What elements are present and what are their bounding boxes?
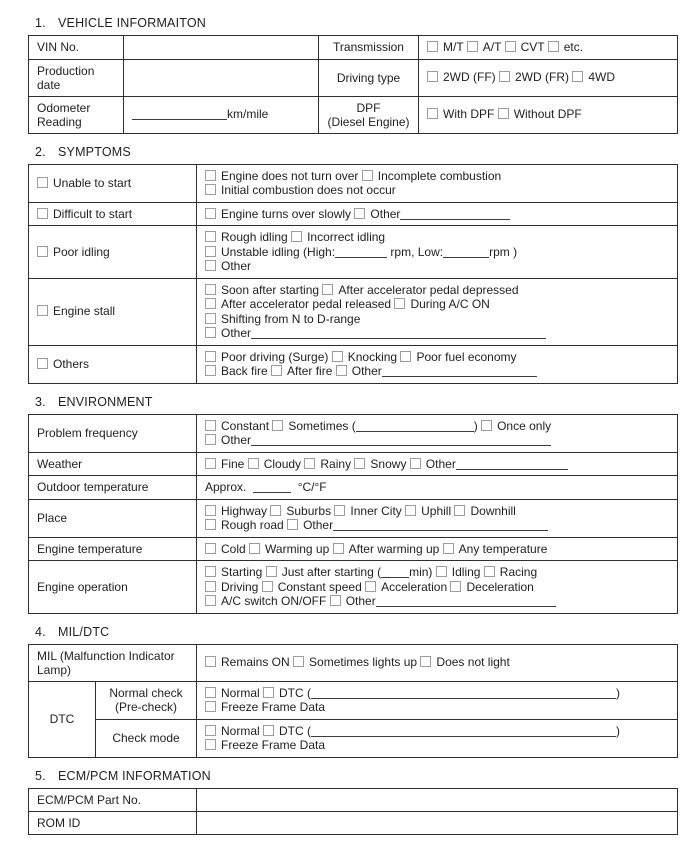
symptom-label-cell — [29, 164, 197, 202]
checkbox[interactable] — [205, 246, 216, 257]
ecm-part-no-label-cell: ECM/PCM Part No. — [29, 788, 197, 811]
static-text: rpm ) — [489, 244, 518, 259]
table-row — [29, 499, 678, 537]
table-row — [29, 452, 678, 476]
fill-in-area — [132, 107, 310, 122]
option-label: Cloudy — [263, 456, 302, 471]
option-line — [205, 738, 669, 753]
driving-type-label-cell: Driving type — [319, 59, 419, 96]
symptom-options-cell — [197, 226, 678, 279]
option-label: Once only — [497, 418, 552, 433]
option-label: Other — [345, 594, 376, 608]
option-label: DTC ( — [279, 723, 312, 738]
rom-id-label-cell: ROM ID — [29, 811, 197, 834]
checkbox[interactable] — [205, 313, 216, 324]
option-label: Rainy — [320, 456, 352, 471]
option-line — [205, 655, 669, 670]
option-label: CVT — [520, 40, 545, 54]
option-label: Any temperature — [458, 541, 548, 556]
checkbox[interactable] — [498, 108, 509, 119]
checkbox[interactable] — [263, 687, 274, 698]
checkbox[interactable] — [270, 505, 281, 516]
option-label: Starting — [221, 565, 263, 579]
fill-in-line[interactable] — [400, 219, 510, 220]
option-line — [205, 518, 669, 533]
checkbox[interactable] — [481, 420, 492, 431]
checkbox[interactable] — [205, 543, 216, 554]
table-row — [29, 561, 678, 614]
option-label: Other — [221, 326, 252, 340]
section-title-symptoms — [35, 145, 678, 159]
vin-label-cell: VIN No. — [29, 36, 124, 60]
option-line — [427, 107, 669, 122]
checkbox[interactable] — [205, 505, 216, 516]
checkbox[interactable] — [205, 170, 216, 181]
checkbox[interactable] — [499, 71, 510, 82]
environment-table — [28, 414, 678, 614]
environment-options-cell — [197, 561, 678, 614]
option-label: Highway — [221, 503, 268, 518]
option-label: Constant speed — [277, 579, 362, 594]
checkbox[interactable] — [394, 298, 405, 309]
symptom-checkbox-label — [37, 357, 188, 372]
odometer-label-cell: Odometer Reading — [29, 96, 124, 133]
option-label: Freeze Frame Data — [221, 700, 326, 714]
option-label: 2WD (FF) — [443, 70, 496, 85]
checkbox[interactable] — [427, 71, 438, 82]
option-label: 4WD — [588, 70, 616, 85]
checkbox[interactable] — [330, 595, 341, 606]
checkbox[interactable] — [271, 365, 282, 376]
dtc-normal-check-label-cell: Normal check (Pre-check) — [96, 681, 197, 719]
checkbox[interactable] — [205, 725, 216, 736]
static-text: ) — [473, 418, 478, 433]
option-line — [205, 504, 669, 519]
checkbox[interactable] — [205, 739, 216, 750]
transmission-options-cell — [419, 36, 678, 60]
environment-label-cell: Engine operation — [29, 561, 197, 614]
section-title-text: ECM/PCM INFORMATION — [58, 768, 211, 783]
table-row — [29, 476, 678, 500]
option-label: Inner City — [350, 503, 402, 518]
production-date-value-cell[interactable] — [124, 59, 319, 96]
option-line — [205, 580, 669, 595]
checkbox[interactable] — [37, 177, 48, 188]
fill-in-line[interactable] — [311, 736, 616, 737]
option-label: Snowy — [370, 456, 407, 471]
option-label: With DPF — [443, 107, 495, 122]
section-title-text: ENVIRONMENT — [58, 394, 153, 409]
table-row — [29, 644, 678, 681]
fill-in-line[interactable] — [251, 338, 546, 339]
option-label: Acceleration — [381, 579, 448, 594]
dpf-label-line1: DPF — [356, 100, 381, 115]
checkbox[interactable] — [205, 208, 216, 219]
environment-label-cell: Engine temperature — [29, 537, 197, 561]
checkbox[interactable] — [205, 184, 216, 195]
vin-value-cell[interactable] — [124, 36, 319, 60]
fill-in-line[interactable] — [132, 119, 227, 120]
checkbox[interactable] — [354, 458, 365, 469]
option-label: A/C switch ON/OFF — [221, 594, 327, 608]
option-line — [205, 565, 669, 580]
table-row — [29, 226, 678, 279]
section-title-environment — [35, 395, 678, 409]
option-line — [427, 40, 669, 55]
option-label: Cold — [221, 541, 246, 556]
checkbox[interactable] — [291, 231, 302, 242]
mil-label-cell: MIL (Malfunction Indicator Lamp) — [29, 644, 197, 681]
option-label: Just after starting ( — [281, 565, 382, 579]
option-label: M/T — [443, 40, 464, 54]
checkbox[interactable] — [322, 284, 333, 295]
option-label: Poor fuel economy — [416, 349, 517, 364]
option-label: Back fire — [221, 364, 268, 378]
symptom-checkbox-label — [37, 176, 188, 191]
checkbox[interactable] — [205, 260, 216, 271]
section-title-ecm-pcm — [35, 769, 678, 783]
dtc-label-cell: DTC — [29, 681, 96, 757]
fill-in-line[interactable] — [443, 257, 489, 258]
checkbox[interactable] — [205, 434, 216, 445]
fill-in-line[interactable] — [251, 445, 551, 446]
checkbox[interactable] — [454, 505, 465, 516]
checkbox[interactable] — [205, 284, 216, 295]
option-label: etc. — [563, 40, 584, 54]
environment-label-cell: Problem frequency — [29, 414, 197, 452]
rom-id-value-cell[interactable] — [197, 811, 678, 834]
option-label: Poor driving (Surge) — [221, 349, 329, 364]
option-line — [205, 457, 669, 472]
checkbox[interactable] — [304, 458, 315, 469]
dpf-label-line2: (Diesel Engine) — [327, 114, 410, 129]
option-label: Others — [53, 356, 90, 371]
option-label: Sometimes lights up — [309, 655, 418, 670]
checkbox[interactable] — [287, 519, 298, 530]
checkbox[interactable] — [365, 581, 376, 592]
option-line — [205, 283, 669, 298]
fill-in-line[interactable] — [376, 606, 556, 607]
option-label: After fire — [287, 364, 333, 378]
option-label: Other — [221, 433, 252, 447]
checkbox[interactable] — [400, 351, 411, 362]
option-label: Incorrect idling — [307, 230, 386, 244]
checkbox[interactable] — [410, 458, 421, 469]
option-line — [205, 183, 669, 198]
checkbox[interactable] — [427, 41, 438, 52]
checkbox[interactable] — [405, 505, 416, 516]
section-number: 3. — [35, 394, 46, 409]
symptom-options-cell — [197, 278, 678, 345]
environment-options-cell — [197, 499, 678, 537]
section-number: 5. — [35, 768, 46, 783]
checkbox[interactable] — [205, 687, 216, 698]
checkbox[interactable] — [354, 208, 365, 219]
table-row — [29, 681, 678, 719]
option-label: After accelerator pedal depressed — [338, 282, 519, 297]
option-label: Driving — [221, 579, 259, 594]
dtc-check-mode-options-cell — [197, 719, 678, 757]
symptom-options-cell — [197, 345, 678, 383]
table-row — [29, 537, 678, 561]
checkbox[interactable] — [333, 543, 344, 554]
checkbox[interactable] — [205, 701, 216, 712]
option-label: Does not light — [436, 655, 510, 670]
dpf-label-cell — [319, 96, 419, 133]
symptom-options-cell — [197, 164, 678, 202]
symptom-checkbox-label — [37, 245, 188, 260]
environment-options-cell — [197, 452, 678, 476]
table-row — [29, 811, 678, 834]
checkbox[interactable] — [336, 365, 347, 376]
option-line — [205, 364, 669, 379]
dtc-normal-check-options-cell — [197, 681, 678, 719]
static-text: ) — [616, 685, 621, 700]
transmission-label-cell: Transmission — [319, 36, 419, 60]
option-line — [205, 312, 669, 327]
vehicle-info-table — [28, 35, 678, 134]
checkbox[interactable] — [205, 656, 216, 667]
checkbox[interactable] — [37, 305, 48, 316]
fill-in-line[interactable] — [381, 577, 409, 578]
option-label: Other — [425, 456, 456, 471]
checkbox[interactable] — [205, 327, 216, 338]
option-label: After accelerator pedal released — [221, 297, 392, 311]
option-label: Sometimes ( — [288, 418, 356, 433]
option-label: Idling — [451, 565, 481, 579]
section-title-text: SYMPTOMS — [58, 144, 131, 159]
production-date-label-cell: Production date — [29, 59, 124, 96]
static-text: km/mile — [227, 107, 269, 122]
option-label: Remains ON — [221, 655, 290, 670]
option-label: Difficult to start — [53, 206, 133, 221]
checkbox[interactable] — [572, 71, 583, 82]
option-label: Freeze Frame Data — [221, 738, 326, 752]
checkbox[interactable] — [37, 358, 48, 369]
table-row — [29, 788, 678, 811]
option-label: Other — [351, 364, 382, 378]
checkbox[interactable] — [467, 41, 478, 52]
checkbox[interactable] — [248, 458, 259, 469]
option-label: Fine — [221, 456, 245, 471]
driving-type-options-cell — [419, 59, 678, 96]
table-row — [29, 96, 678, 133]
static-text: ) — [616, 723, 621, 738]
option-label: Rough idling — [221, 230, 288, 244]
option-label: During A/C ON — [410, 297, 490, 311]
odometer-value-cell[interactable] — [124, 96, 319, 133]
static-text: rpm, Low: — [387, 244, 444, 259]
option-label: DTC ( — [279, 685, 312, 700]
checkbox[interactable] — [332, 351, 343, 362]
option-label: Shifting from N to D-range — [221, 311, 361, 326]
option-label: Other — [221, 259, 252, 273]
table-row — [29, 36, 678, 60]
fill-in-line[interactable] — [382, 376, 537, 377]
symptom-label-cell — [29, 202, 197, 226]
checkbox[interactable] — [37, 246, 48, 257]
option-label: Engine stall — [53, 304, 116, 319]
ecm-part-no-value-cell[interactable] — [197, 788, 678, 811]
checkbox[interactable] — [436, 566, 447, 577]
symptom-checkbox-label — [37, 207, 188, 222]
symptom-label-cell — [29, 345, 197, 383]
option-line — [427, 70, 669, 85]
table-row — [29, 414, 678, 452]
option-line — [205, 700, 669, 715]
dtc-check-mode-label-cell: Check mode — [96, 719, 197, 757]
option-line — [205, 724, 669, 739]
option-label: Engine turns over slowly — [221, 206, 352, 221]
checkbox[interactable] — [205, 231, 216, 242]
checkbox[interactable] — [293, 656, 304, 667]
option-label: Warming up — [265, 541, 330, 556]
static-text: Approx. — [205, 480, 254, 494]
option-line — [205, 230, 669, 245]
option-line — [205, 594, 669, 609]
environment-options-cell — [197, 414, 678, 452]
option-line — [205, 245, 669, 260]
checkbox[interactable] — [205, 581, 216, 592]
table-row — [29, 164, 678, 202]
checkbox[interactable] — [37, 208, 48, 219]
option-label: Incomplete combustion — [377, 168, 502, 183]
section-title-mil-dtc — [35, 625, 678, 639]
checkbox[interactable] — [205, 566, 216, 577]
environment-label-cell: Place — [29, 499, 197, 537]
checkbox[interactable] — [505, 41, 516, 52]
option-line — [205, 326, 669, 341]
section-number: 2. — [35, 144, 46, 159]
section-number: 4. — [35, 624, 46, 639]
option-label: Normal — [221, 685, 260, 700]
fill-in-line[interactable] — [253, 492, 291, 493]
option-line — [205, 350, 669, 365]
symptom-options-cell — [197, 202, 678, 226]
table-row — [29, 278, 678, 345]
checkbox[interactable] — [548, 41, 559, 52]
checkbox[interactable] — [362, 170, 373, 181]
section-title-text: MIL/DTC — [58, 624, 110, 639]
mil-dtc-table — [28, 644, 678, 758]
environment-label-cell: Outdoor temperature — [29, 476, 197, 500]
option-line — [205, 259, 669, 274]
option-label: Rough road — [221, 518, 284, 532]
option-label: Knocking — [347, 349, 398, 364]
checkbox[interactable] — [205, 458, 216, 469]
fill-in-line[interactable] — [335, 257, 387, 258]
static-text: min) — [409, 565, 433, 579]
option-label: Soon after starting — [221, 282, 320, 297]
option-label: 2WD (FR) — [515, 70, 569, 85]
option-label: Initial combustion does not occur — [221, 183, 396, 197]
checkbox[interactable] — [249, 543, 260, 554]
checkbox[interactable] — [443, 543, 454, 554]
mil-options-cell — [197, 644, 678, 681]
option-label: Suburbs — [286, 503, 332, 518]
symptom-label-cell — [29, 278, 197, 345]
checkbox[interactable] — [450, 581, 461, 592]
option-line — [205, 433, 669, 448]
option-line — [205, 480, 669, 495]
option-label: Other — [303, 518, 334, 532]
fill-in-line[interactable] — [333, 530, 548, 531]
option-label: Unstable idling (High: — [221, 244, 336, 259]
option-label: Engine does not turn over — [221, 168, 359, 183]
dpf-options-cell — [419, 96, 678, 133]
environment-label-cell: Weather — [29, 452, 197, 476]
section-title-text: VEHICLE INFORMAITON — [58, 16, 207, 30]
ecm-pcm-table — [28, 788, 678, 835]
fill-in-line[interactable] — [311, 698, 616, 699]
checkbox[interactable] — [334, 505, 345, 516]
option-line — [205, 169, 669, 184]
section-number: 1. — [35, 16, 46, 30]
checkbox[interactable] — [427, 108, 438, 119]
option-label: Deceleration — [466, 579, 534, 594]
option-line — [205, 207, 669, 222]
checkbox[interactable] — [266, 566, 277, 577]
checkbox[interactable] — [205, 595, 216, 606]
option-label: Poor idling — [53, 244, 110, 259]
option-line — [205, 542, 669, 557]
checkbox[interactable] — [420, 656, 431, 667]
option-label: Downhill — [470, 503, 516, 518]
option-label: Constant — [221, 418, 270, 433]
checkbox[interactable] — [205, 519, 216, 530]
option-line — [205, 686, 669, 701]
option-label: A/T — [482, 40, 502, 54]
fill-in-line[interactable] — [456, 469, 568, 470]
option-label: After warming up — [348, 541, 440, 556]
option-label: Normal — [221, 723, 260, 738]
option-label: Other — [370, 206, 401, 221]
static-text: °C/°F — [291, 480, 327, 494]
table-row — [29, 719, 678, 757]
checkbox[interactable] — [205, 298, 216, 309]
option-label: Without DPF — [513, 107, 582, 122]
checkbox[interactable] — [263, 725, 274, 736]
section-title-vehicle-information — [35, 16, 678, 30]
environment-options-cell — [197, 476, 678, 500]
option-label: Unable to start — [53, 175, 132, 190]
checkbox[interactable] — [205, 365, 216, 376]
environment-options-cell — [197, 537, 678, 561]
table-row — [29, 345, 678, 383]
symptoms-table — [28, 164, 678, 384]
checkbox[interactable] — [262, 581, 273, 592]
fill-in-line[interactable] — [356, 431, 474, 432]
option-label: Racing — [499, 565, 538, 579]
option-label: Uphill — [421, 503, 452, 518]
table-row — [29, 202, 678, 226]
option-line — [205, 419, 669, 434]
checkbox[interactable] — [205, 420, 216, 431]
symptom-label-cell — [29, 226, 197, 279]
checkbox[interactable] — [484, 566, 495, 577]
symptom-checkbox-label — [37, 304, 188, 319]
option-line — [205, 297, 669, 312]
checkbox[interactable] — [205, 351, 216, 362]
checkbox[interactable] — [272, 420, 283, 431]
table-row — [29, 59, 678, 96]
